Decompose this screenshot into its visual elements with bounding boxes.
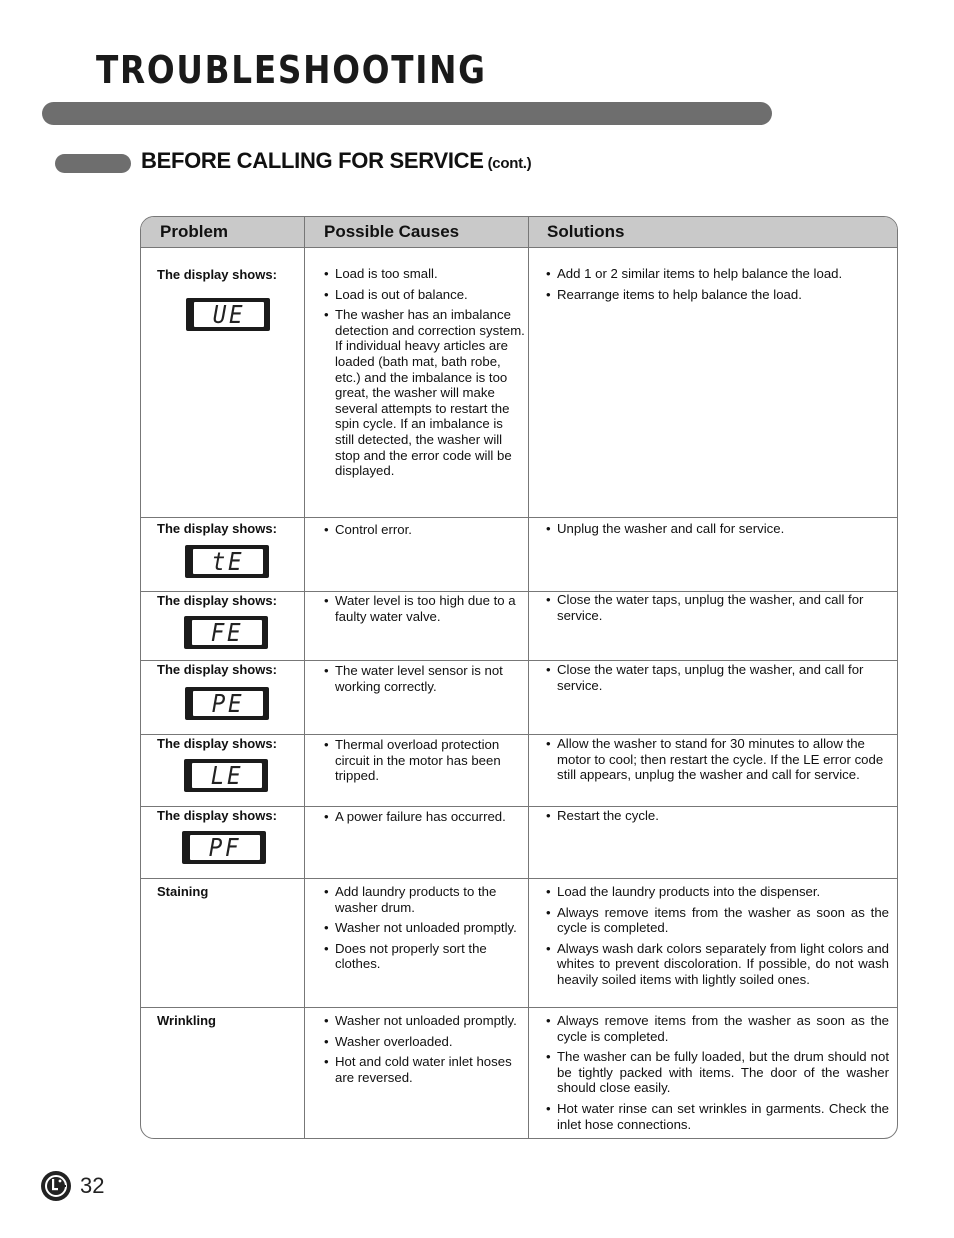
solutions-list	[545, 884, 889, 993]
list-item: • Washer not unloaded promptly.	[323, 920, 525, 936]
error-display	[182, 831, 266, 864]
causes-list	[323, 809, 525, 830]
list-item: • Thermal overload protection circuit in the motor has been tripped.	[323, 737, 525, 784]
list-item: • Add laundry products to the washer drum.	[323, 884, 525, 915]
display-label: The display shows:	[157, 662, 277, 677]
list-item: • Close the water taps, unplug the washer, and call for service.	[545, 592, 889, 623]
column-divider	[528, 217, 529, 1138]
list-item: • Close the water taps, unplug the washer, and call for service.	[545, 662, 889, 693]
solutions-list	[545, 266, 889, 307]
error-code: LE	[210, 761, 244, 790]
causes-list	[323, 663, 525, 699]
list-item: • Always remove items from the washer as soon as the cycle is completed.	[545, 1013, 889, 1044]
header-problem: Problem	[160, 222, 229, 241]
list-item: • Load is too small.	[323, 266, 525, 282]
list-item: • Control error.	[323, 522, 525, 538]
solutions-list	[545, 736, 889, 788]
error-code: tE	[211, 547, 245, 576]
row-divider	[141, 517, 897, 518]
list-item: • Load is out of balance.	[323, 287, 525, 303]
page-number: 32	[80, 1173, 105, 1198]
row-divider	[141, 1007, 897, 1008]
solutions-list	[545, 521, 889, 542]
causes-list	[323, 884, 525, 977]
row-divider	[141, 878, 897, 879]
display-label: The display shows:	[157, 736, 277, 751]
row-divider	[141, 660, 897, 661]
section-heading	[141, 148, 531, 174]
display-label: The display shows:	[157, 267, 277, 282]
list-item: • Water level is too high due to a faulty water valve.	[323, 593, 525, 624]
list-item: • Hot water rinse can set wrinkles in garments. Check the inlet hose connections.	[545, 1101, 889, 1132]
list-item: • Washer overloaded.	[323, 1034, 525, 1050]
lg-logo-icon	[40, 1170, 72, 1202]
solutions-list	[545, 1013, 889, 1137]
troubleshooting-table	[140, 216, 898, 1139]
section-heading-suffix: (cont.)	[487, 155, 532, 172]
causes-list	[323, 266, 525, 484]
solutions-list	[545, 592, 889, 628]
list-item: • Hot and cold water inlet hoses are reversed.	[323, 1054, 525, 1085]
row-divider	[141, 734, 897, 735]
list-item: • Allow the washer to stand for 30 minutes to allow the motor to cool; then restart the cycle. If the LE error code still appears, unplug the washer and call for service.	[545, 736, 889, 783]
list-item: • A power failure has occurred.	[323, 809, 525, 825]
list-item: • Add 1 or 2 similar items to help balance the load.	[545, 266, 889, 282]
error-code: UE	[212, 300, 246, 329]
error-display	[184, 759, 268, 792]
causes-list	[323, 593, 525, 629]
causes-list	[323, 737, 525, 789]
page-title: TROUBLESHOOTING	[96, 48, 487, 92]
column-divider	[304, 217, 305, 1138]
list-item: • The washer can be fully loaded, but the drum should not be tightly packed with items. The door of the washer should close easily.	[545, 1049, 889, 1096]
list-item: • Restart the cycle.	[545, 808, 889, 824]
error-display	[185, 687, 269, 720]
list-item: • Unplug the washer and call for service.	[545, 521, 889, 537]
problem-label: Staining	[157, 884, 209, 899]
causes-list	[323, 1013, 525, 1090]
error-display	[186, 298, 270, 331]
list-item: • The water level sensor is not working correctly.	[323, 663, 525, 694]
section-pill	[55, 154, 131, 173]
list-item: • Rearrange items to help balance the load.	[545, 287, 889, 303]
list-item: • Washer not unloaded promptly.	[323, 1013, 525, 1029]
row-divider	[141, 806, 897, 807]
header-causes: Possible Causes	[324, 222, 460, 241]
list-item: • The washer has an imbalance detection and correction system. If individual heavy articles are loaded (bath mat, bath robe, etc.) and the imbalance is too great, the washer will make several attempts to restart the spin cycle. If an imbalance is still detected, the washer will stop and the error code will be displayed.	[323, 307, 525, 479]
title-bar	[42, 102, 772, 125]
error-code: PE	[211, 689, 245, 718]
error-code: PF	[208, 833, 242, 862]
display-label: The display shows:	[157, 808, 277, 823]
solutions-list	[545, 662, 889, 698]
problem-label: Wrinkling	[157, 1013, 216, 1028]
list-item: • Does not properly sort the clothes.	[323, 941, 525, 972]
display-label: The display shows:	[157, 593, 277, 608]
error-code: FE	[210, 618, 244, 647]
section-heading-text: BEFORE CALLING FOR SERVICE	[141, 148, 484, 173]
error-display	[184, 616, 268, 649]
header-solutions: Solutions	[547, 222, 625, 241]
table-header	[141, 217, 897, 248]
list-item: • Always remove items from the washer as soon as the cycle is completed.	[545, 905, 889, 936]
list-item: • Always wash dark colors separately from light colors and whites to prevent discoloration. If possible, do not wash heavily soiled items with lightly soiled ones.	[545, 941, 889, 988]
error-display	[185, 545, 269, 578]
list-item: • Load the laundry products into the dispenser.	[545, 884, 889, 900]
causes-list	[323, 522, 525, 543]
solutions-list	[545, 808, 889, 829]
display-label: The display shows:	[157, 521, 277, 536]
